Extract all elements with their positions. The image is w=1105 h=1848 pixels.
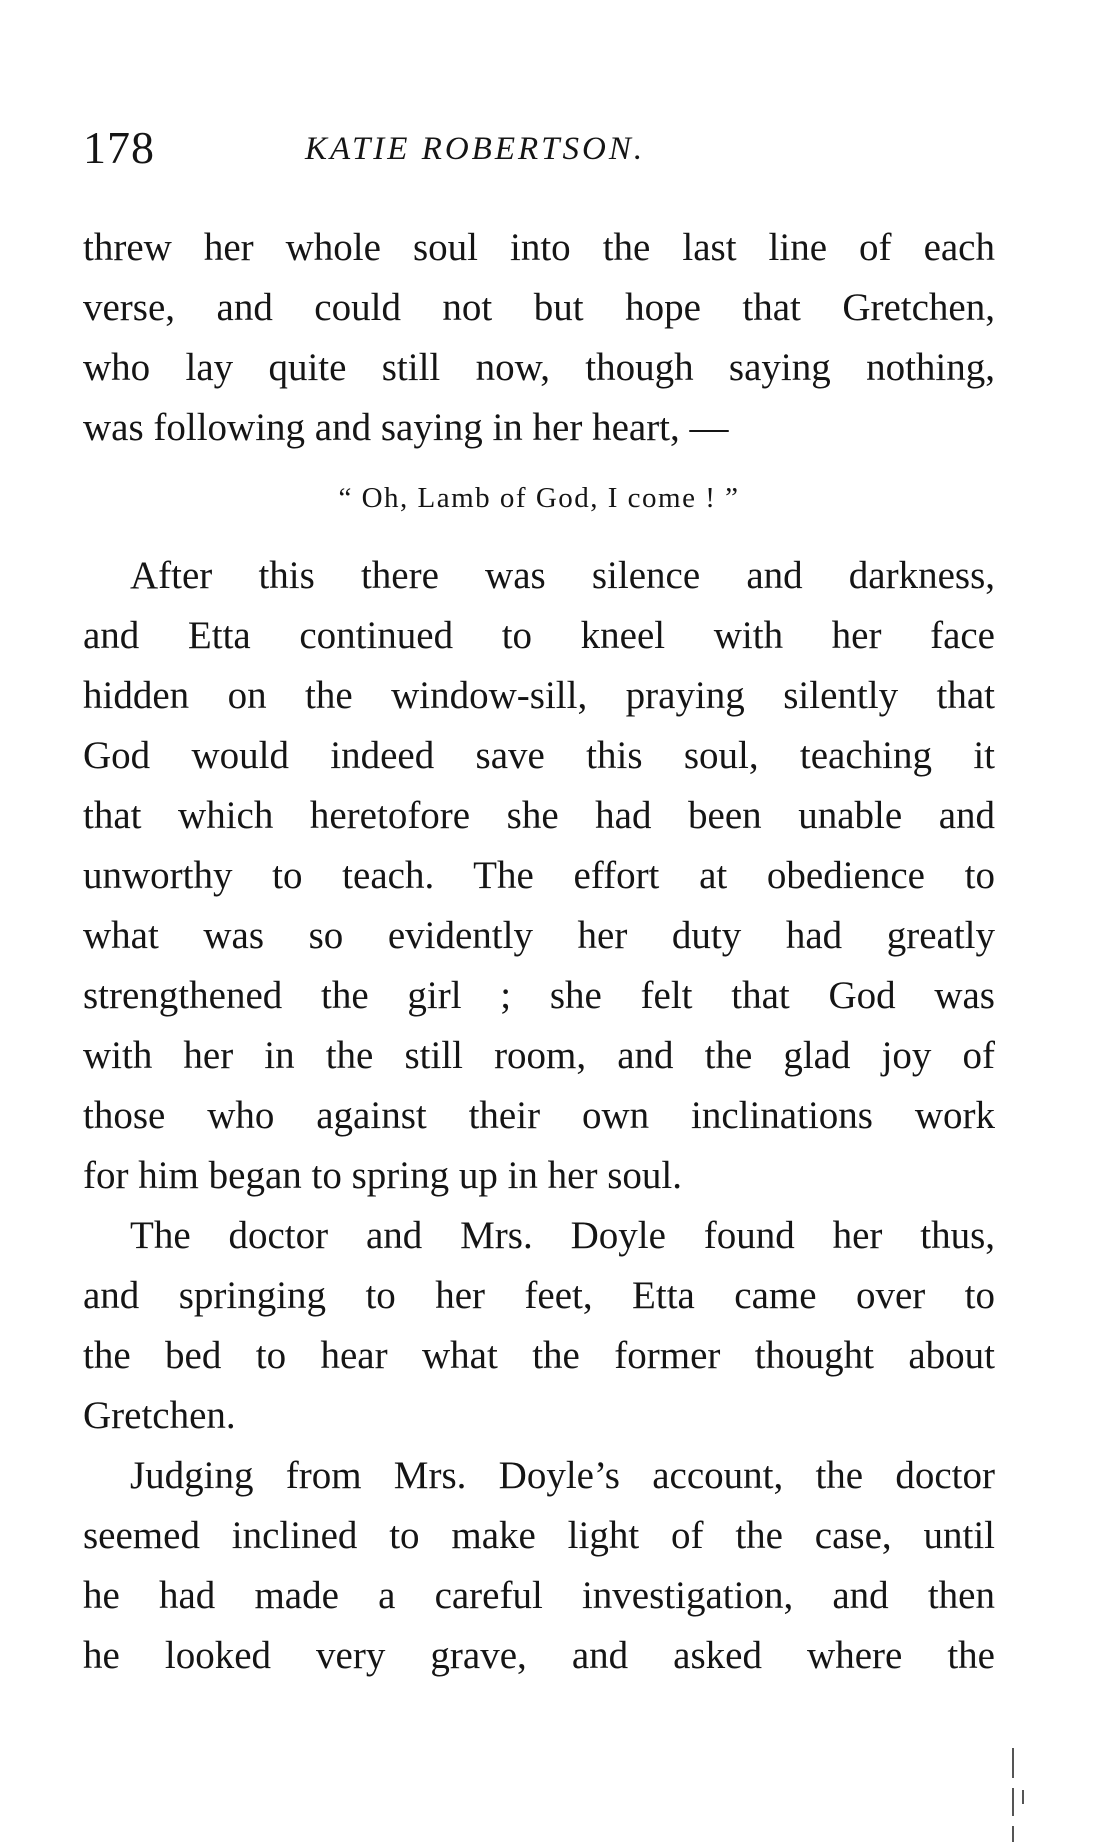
hymn-quote: “ Oh, Lamb of God, I come ! ”: [338, 482, 740, 514]
text-line: who lay quite still now, though saying nothing,: [83, 346, 995, 389]
margin-mark: [1022, 1790, 1024, 1804]
text-line: unworthy to teach. The effort at obedience to: [83, 854, 995, 897]
margin-mark: [1012, 1788, 1014, 1816]
text-line: Judging from Mrs. Doyle’s account, the doctor: [130, 1454, 995, 1497]
text-line: seemed inclined to make light of the case, until: [83, 1514, 995, 1557]
margin-mark: [1012, 1748, 1014, 1778]
text-line: with her in the still room, and the glad joy of: [83, 1034, 995, 1077]
text-line: Gretchen.: [83, 1394, 236, 1437]
paragraph-4: [83, 1446, 995, 1686]
text-line: he looked very grave, and asked where the: [83, 1634, 995, 1677]
text-line: was following and saying in her heart, —: [83, 406, 729, 449]
text-line: he had made a careful investigation, and then: [83, 1574, 995, 1617]
page-text: [83, 218, 995, 1686]
text-line: those who against their own inclinations work: [83, 1094, 995, 1137]
text-line: The doctor and Mrs. Doyle found her thus,: [130, 1214, 995, 1257]
text-line: strengthened the girl ; she felt that God was: [83, 974, 995, 1017]
text-line: and springing to her feet, Etta came over to: [83, 1274, 995, 1317]
text-line: the bed to hear what the former thought about: [83, 1334, 995, 1377]
paragraph-1: [83, 218, 995, 458]
text-line: what was so evidently her duty had greatly: [83, 914, 995, 957]
scan-margin-marks: [1010, 1748, 1036, 1843]
text-line: and Etta continued to kneel with her face: [83, 614, 995, 657]
paragraph-3: [83, 1206, 995, 1446]
paragraph-2: [83, 546, 995, 1206]
text-line: for him began to spring up in her soul.: [83, 1154, 682, 1197]
running-title: KATIE ROBERTSON.: [305, 131, 646, 167]
text-line: that which heretofore she had been unable and: [83, 794, 995, 837]
text-line: God would indeed save this soul, teaching it: [83, 734, 995, 777]
text-line: threw her whole soul into the last line of each: [83, 226, 995, 269]
text-line: verse, and could not but hope that Gretchen,: [83, 286, 995, 329]
margin-mark: [1012, 1826, 1014, 1842]
text-line: hidden on the window-sill, praying silently that: [83, 674, 995, 717]
page-number: 178: [83, 122, 155, 173]
text-line: After this there was silence and darkness,: [130, 554, 995, 597]
running-head: [83, 118, 993, 178]
